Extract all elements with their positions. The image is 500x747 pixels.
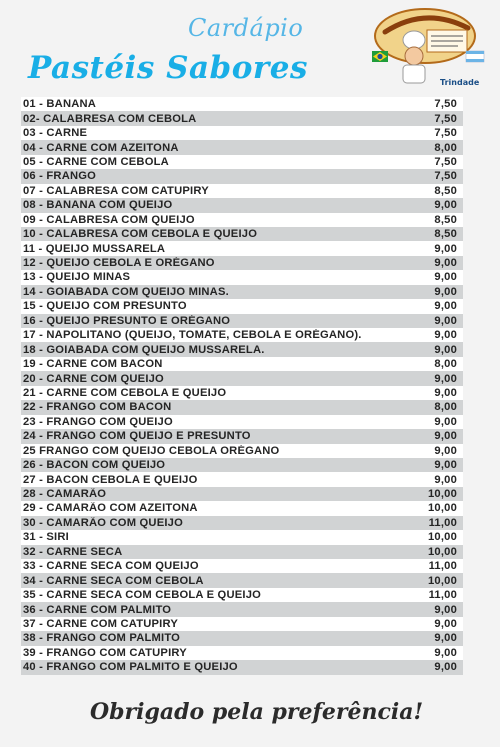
item-name: 34 - CARNE SECA COM CEBOLA: [23, 574, 204, 587]
item-name: 15 - QUEIJO COM PRESUNTO: [23, 300, 187, 313]
item-name: 35 - CARNE SECA COM CEBOLA E QUEIJO: [23, 589, 262, 602]
list-item: [21, 198, 463, 212]
item-name: 32 - CARNE SECA: [23, 545, 123, 558]
item-name: 28 - CAMARÃO: [23, 488, 107, 501]
item-price: 7,50: [434, 98, 457, 111]
item-name: 21 - CARNE COM CEBOLA E QUEIJO: [23, 386, 227, 399]
item-price: 9,00: [434, 257, 457, 270]
page-title: Pastéis Sabores: [28, 50, 308, 86]
item-price: 9,00: [434, 632, 457, 645]
item-name: 24 - FRANGO COM QUEIJO E PRESUNTO: [23, 430, 251, 443]
menu-subtitle: Cardápio: [188, 14, 304, 42]
item-price: 9,00: [434, 372, 457, 385]
item-name: 30 - CAMARÃO COM QUEIJO: [23, 516, 183, 529]
item-price: 9,00: [434, 343, 457, 356]
list-item: [21, 487, 463, 501]
header: [0, 0, 500, 98]
logo-text: Trindade: [440, 78, 480, 87]
item-price: 9,00: [434, 603, 457, 616]
item-name: 37 - CARNE COM CATUPIRY: [23, 617, 179, 630]
item-name: 18 - GOIABADA COM QUEIJO MUSSARELA.: [23, 343, 265, 356]
list-item: [21, 184, 463, 198]
item-name: 36 - CARNE COM PALMITO: [23, 603, 172, 616]
list-item: [21, 213, 463, 227]
item-name: 26 - BACON COM QUEIJO: [23, 459, 166, 472]
list-item: [21, 97, 463, 111]
item-name: 38 - FRANGO COM PALMITO: [23, 632, 181, 645]
footer-message: Obrigado pela preferência!: [90, 699, 424, 725]
item-price: 11,00: [428, 516, 457, 529]
item-price: 9,00: [434, 661, 457, 674]
item-price: 10,00: [428, 488, 457, 501]
item-price: 9,00: [434, 617, 457, 630]
list-item: [21, 371, 463, 385]
list-item: [21, 155, 463, 169]
list-item: [21, 299, 463, 313]
item-name: 13 - QUEIJO MINAS: [23, 271, 131, 284]
list-item: [21, 227, 463, 241]
list-item: [21, 444, 463, 458]
item-name: 09 - CALABRESA COM QUEIJO: [23, 213, 195, 226]
item-price: 9,00: [434, 285, 457, 298]
item-price: 8,50: [434, 228, 457, 241]
item-name: 16 - QUEIJO PRESUNTO E ORÉGANO: [23, 314, 231, 327]
item-price: 10,00: [428, 574, 457, 587]
list-item: [21, 602, 463, 616]
list-item: [21, 342, 463, 356]
list-item: [21, 328, 463, 342]
item-price: 8,00: [434, 401, 457, 414]
item-price: 10,00: [428, 545, 457, 558]
list-item: [21, 357, 463, 371]
item-price: 7,50: [434, 112, 457, 125]
item-price: 9,00: [434, 300, 457, 313]
item-price: 7,50: [434, 170, 457, 183]
item-price: 10,00: [428, 502, 457, 515]
list-item: [21, 573, 463, 587]
list-item: [21, 516, 463, 530]
item-price: 9,00: [434, 415, 457, 428]
list-item: [21, 501, 463, 515]
item-name: 12 - QUEIJO CEBOLA E ORÉGANO: [23, 257, 215, 270]
list-item: [21, 400, 463, 414]
list-item: [21, 386, 463, 400]
list-item: [21, 588, 463, 602]
item-name: 40 - FRANGO COM PALMITO E QUEIJO: [23, 661, 238, 674]
item-price: 7,50: [434, 155, 457, 168]
item-name: 11 - QUEIJO MUSSARELA: [23, 242, 166, 255]
list-item: [21, 140, 463, 154]
item-price: 9,00: [434, 473, 457, 486]
item-price: 11,00: [428, 560, 457, 573]
item-price: 10,00: [428, 531, 457, 544]
item-name: 08 - BANANA COM QUEIJO: [23, 199, 173, 212]
list-item: [21, 285, 463, 299]
item-name: 25 FRANGO COM QUEIJO CEBOLA ORÉGANO: [23, 444, 280, 457]
item-price: 9,00: [434, 199, 457, 212]
item-name: 27 - BACON CEBOLA E QUEIJO: [23, 473, 198, 486]
item-price: 9,00: [434, 444, 457, 457]
item-name: 33 - CARNE SECA COM QUEIJO: [23, 560, 199, 573]
list-item: [21, 270, 463, 284]
item-name: 20 - CARNE COM QUEIJO: [23, 372, 164, 385]
item-name: 14 - GOIABADA COM QUEIJO MINAS.: [23, 285, 229, 298]
item-name: 19 - CARNE COM BACON: [23, 358, 163, 371]
list-item: [21, 169, 463, 183]
list-item: [21, 314, 463, 328]
list-item: [21, 241, 463, 255]
item-name: 06 - FRANGO: [23, 170, 97, 183]
item-name: 23 - FRANGO COM QUEIJO: [23, 415, 173, 428]
item-price: 9,00: [434, 329, 457, 342]
item-price: 9,00: [434, 242, 457, 255]
item-price: 9,00: [434, 314, 457, 327]
list-item: [21, 472, 463, 486]
item-price: 8,50: [434, 184, 457, 197]
item-name: 01 - BANANA: [23, 98, 97, 111]
list-item: [21, 429, 463, 443]
item-name: 05 - CARNE COM CEBOLA: [23, 155, 169, 168]
item-name: 10 - CALABRESA COM CEBOLA E QUEIJO: [23, 228, 258, 241]
list-item: [21, 559, 463, 573]
item-name: 04 - CARNE COM AZEITONA: [23, 141, 179, 154]
item-name: 02- CALABRESA COM CEBOLA: [23, 112, 197, 125]
list-item: [21, 111, 463, 125]
list-item: [21, 617, 463, 631]
list-item: [21, 530, 463, 544]
list-item: [21, 415, 463, 429]
item-price: 8,00: [434, 141, 457, 154]
list-item: [21, 458, 463, 472]
item-price: 8,00: [434, 358, 457, 371]
item-price: 9,00: [434, 271, 457, 284]
item-price: 9,00: [434, 646, 457, 659]
item-name: 29 - CAMARÃO COM AZEITONA: [23, 502, 198, 515]
list-item: [21, 631, 463, 645]
list-item: [21, 256, 463, 270]
menu-list: [21, 97, 463, 675]
item-price: 7,50: [434, 127, 457, 140]
item-price: 9,00: [434, 386, 457, 399]
item-name: 03 - CARNE: [23, 127, 88, 140]
list-item: [21, 660, 463, 674]
list-item: [21, 646, 463, 660]
item-name: 07 - CALABRESA COM CATUPIRY: [23, 184, 209, 197]
item-price: 9,00: [434, 430, 457, 443]
item-name: 22 - FRANGO COM BACON: [23, 401, 172, 414]
list-item: [21, 545, 463, 559]
list-item: [21, 126, 463, 140]
item-price: 11,00: [428, 589, 457, 602]
item-price: 8,50: [434, 213, 457, 226]
item-name: 39 - FRANGO COM CATUPIRY: [23, 646, 187, 659]
item-name: 17 - NAPOLITANO (QUEIJO, TOMATE, CEBOLA E ORÉGANO).: [23, 329, 362, 342]
item-name: 31 - SIRI: [23, 531, 69, 544]
item-price: 9,00: [434, 459, 457, 472]
